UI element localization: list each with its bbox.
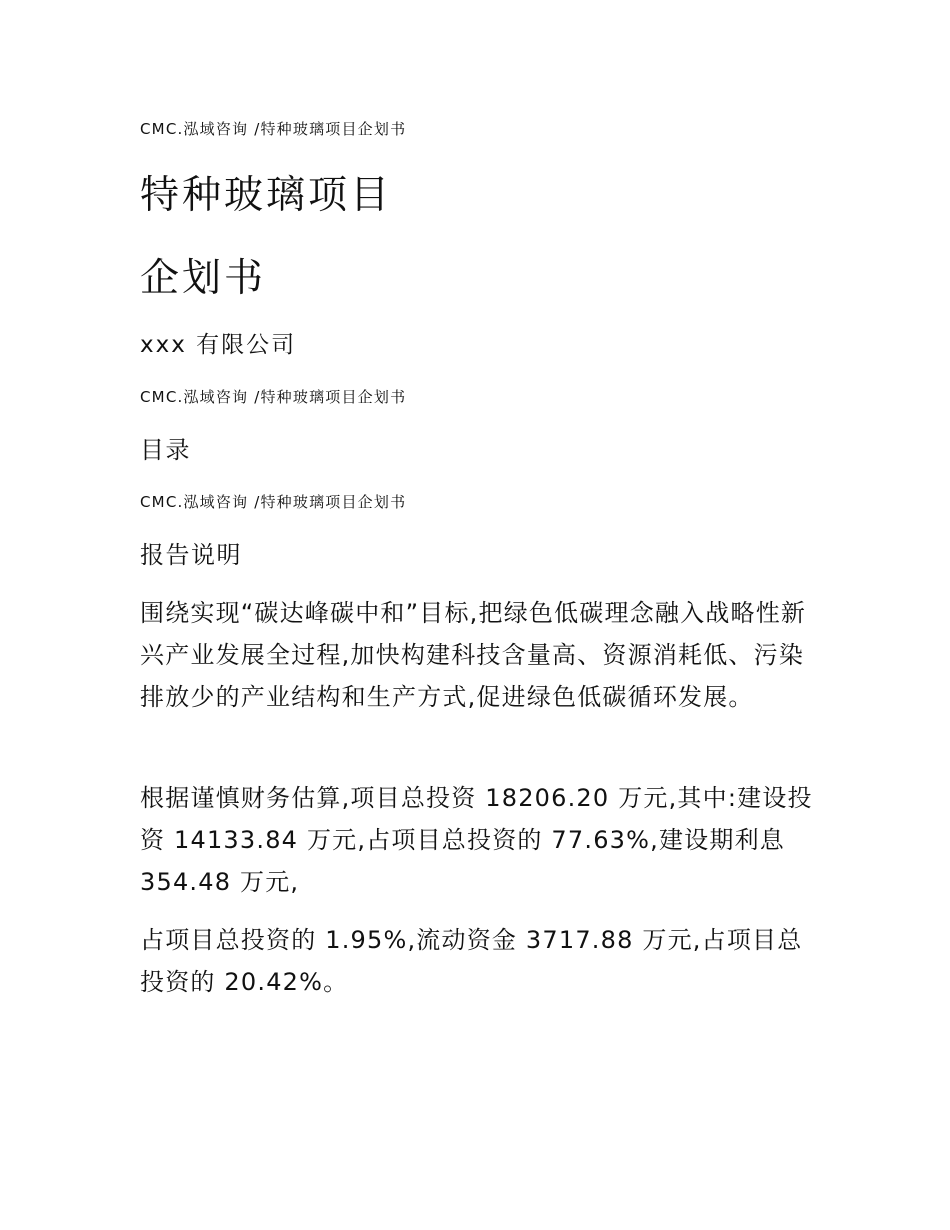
report-paragraph: 围绕实现“碳达峰碳中和”目标,把绿色低碳理念融入战略性新兴产业发展全过程,加快构建科技含量高、资源消耗低、污染排放少的产业结构和生产方式,促进绿色低碳循环发展。 <box>140 599 807 711</box>
running-header: CMC.泓域咨询 /特种玻璃项目企划书 <box>140 120 407 138</box>
toc-heading: 目录 <box>140 436 191 464</box>
report-heading: 报告说明 <box>140 541 242 569</box>
document-title-line-1: 特种玻璃项目 <box>140 173 393 218</box>
document-title-line-2: 企划书 <box>140 256 267 301</box>
report-paragraph: 占项目总投资的 1.95%,流动资金 3717.88 万元,占项目总投资的 20.42%。 <box>140 926 803 996</box>
report-paragraph: 根据谨慎财务估算,项目总投资 18206.20 万元,其中:建设投资 14133.84 万元,占项目总投资的 77.63%,建设期利息 354.48 万元, <box>140 784 813 896</box>
company-name: xxx 有限公司 <box>140 332 297 358</box>
running-header: CMC.泓域咨询 /特种玻璃项目企划书 <box>140 388 407 406</box>
running-header: CMC.泓域咨询 /特种玻璃项目企划书 <box>140 493 407 511</box>
